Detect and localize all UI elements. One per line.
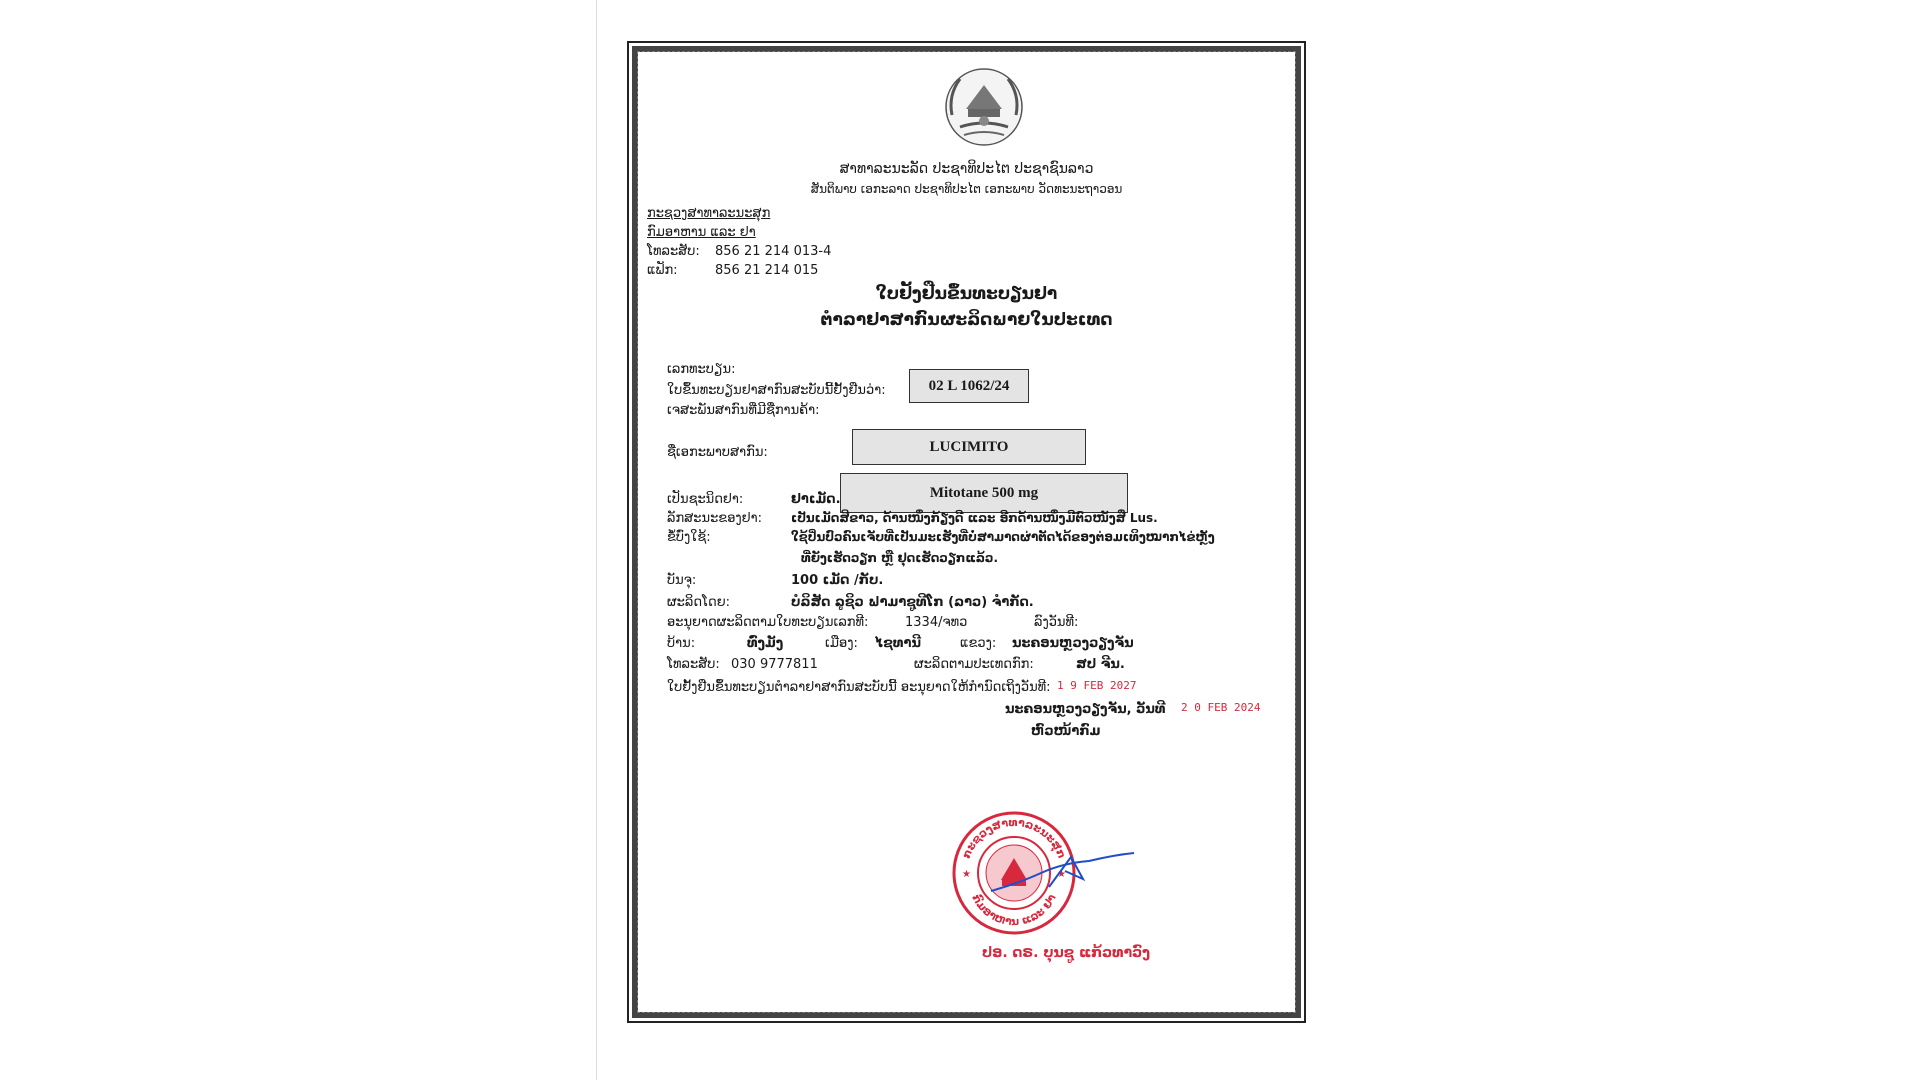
svg-text:★: ★ — [962, 869, 971, 880]
generic-name-label: ຊື່ເອກະພາບສາກົນ: — [667, 445, 768, 460]
issued-date-stamp: 2 0 FEB 2024 — [1181, 701, 1261, 714]
country-line: ສາທາລະນະລັດ ປະຊາທິປະໄຕ ປະຊາຊົນລາວ — [839, 161, 1094, 177]
fax-value: 856 21 214 015 — [715, 263, 819, 278]
registration-number-box: 02 L 1062/24 — [909, 369, 1029, 403]
department-name: ກົມອາຫານ ແລະ ຢາ — [647, 225, 756, 240]
province-label: ແຂວງ: — [960, 636, 997, 651]
appearance-label: ລັກສະນະຂອງຢາ: — [667, 511, 763, 526]
appearance-value: ເປັນເມັດສີຂາວ, ດ້ານໜຶ່ງກ້ຽງດີ ແລະ ອີກດ້ານໜຶ່ງມີຕົວໜັງສື Lus. — [791, 511, 1158, 525]
indication-label: ຂໍ້ບົ່ງໃຊ້: — [667, 530, 711, 545]
package-label: ບັນຈຸ: — [667, 573, 697, 588]
phone-value: 856 21 214 013-4 — [715, 244, 832, 259]
dosage-form-label: ເປັນຊະນິດຢາ: — [667, 492, 744, 507]
manufacturer-label: ຜະລິດໂດຍ: — [667, 595, 731, 610]
district-label: ເມືອງ: — [825, 636, 858, 651]
package-value: 100 ເມັດ /ກັບ. — [791, 573, 884, 588]
license-value: 1334/ຈທວ — [905, 615, 968, 630]
phone-label: ໂທລະສັບ: — [647, 244, 700, 259]
certify-text: ໃບຂຶ້ນທະບຽນຢາສາກົນສະບັບນີ້ຢັ້ງຢືນວ່າ: — [667, 383, 886, 398]
tel-value: 030 9777811 — [731, 657, 818, 672]
license-label: ອະນຸຍາດຜະລິດຕາມໃບທະບຽນເລກທີ: — [667, 615, 869, 630]
tel-label: ໂທລະສັບ: — [667, 657, 720, 672]
certificate-title-1: ໃບຢັ້ງຢືນຂຶ້ນທະບຽນຢາ — [875, 284, 1058, 304]
motto-line: ສັນຕິພາບ ເອກະລາດ ປະຊາທິປະໄຕ ເອກະພາບ ວັດທະນະຖາວອນ — [810, 182, 1123, 196]
certificate-title-2: ຕຳລາຢາສາກົນຜະລິດພາຍໃນປະເທດ — [820, 310, 1113, 330]
registration-certificate — [627, 41, 1306, 1023]
issued-place: ນະຄອນຫຼວງວຽງຈັນ, ວັນທີ — [1005, 702, 1166, 717]
ministry-name: ກະຊວງສາທາລະນະສຸກ — [647, 206, 771, 221]
brand-name-box: LUCIMITO — [852, 429, 1086, 465]
fax-label: ແຟັກ: — [647, 263, 678, 278]
village-value: ທົ່ງມັງ — [747, 636, 784, 651]
origin-country-value: ສປ ຈີນ. — [1076, 657, 1125, 672]
indication-value-1: ໃຊ້ປິ່ນປົວຄົນເຈັບທີ່ເປັນມະເຮັງທີ່ບໍ່ສາມາດຜ່າຕັດໄດ້ຂອງຕ່ອມເທິງໝາກໄຂ່ຫຼັງ — [791, 530, 1215, 544]
stamp-top-text: ກະຊວງສາທາລະນະສຸກ — [959, 815, 1069, 861]
validity-date-stamp: 1 9 FEB 2027 — [1057, 679, 1137, 692]
signatory-name: ປອ. ດຣ. ບຸນຊູ ແກ້ວທາວົງ — [982, 945, 1151, 961]
indication-value-2: ທີ່ຍັງເຮັດວຽກ ຫຼື ຢຸດເຮັດວຽກແລ້ວ. — [801, 551, 999, 565]
license-date-label: ລົງວັນທີ: — [1034, 615, 1079, 630]
page-edge-line — [596, 0, 597, 1080]
validity-text: ໃບຢັ້ງຢືນຂຶ້ນທະບຽນຕຳລາຢາສາກົນສະບັບນີ້ ອະນຸຍາດໃຫ້ກຳນົດເຖິງວັນທີ: — [667, 680, 1051, 695]
province-value: ນະຄອນຫຼວງວຽງຈັນ — [1012, 636, 1134, 651]
svg-text:★: ★ — [1057, 869, 1066, 880]
lao-emblem-icon — [942, 65, 1026, 149]
brand-name-label: ເຈສະພັນສາກົນທີ່ມີຊື່ການຄ້າ: — [667, 403, 820, 418]
manufacturer-value: ບໍລິສັດ ລູຊິວ ຟາມາຊູທີໂກ (ລາວ) ຈຳກັດ. — [791, 595, 1034, 610]
district-value: ໄຊທານີ — [875, 636, 921, 651]
signatory-title: ຫົວໜ້າກົມ — [1031, 724, 1101, 739]
village-label: ບ້ານ: — [667, 636, 696, 651]
origin-country-label: ຜະລິດຕາມປະເທດກົກ: — [914, 657, 1034, 672]
generic-name-box: Mitotane 500 mg — [840, 473, 1128, 513]
dosage-form-value: ຢາເມັດ. — [791, 492, 841, 507]
handwritten-signature — [979, 843, 1139, 903]
registration-number-label: ເລກທະບຽນ: — [667, 362, 736, 377]
stamp-bottom-text: ກົມອາຫານ ແລະ ຢາ — [969, 892, 1059, 929]
